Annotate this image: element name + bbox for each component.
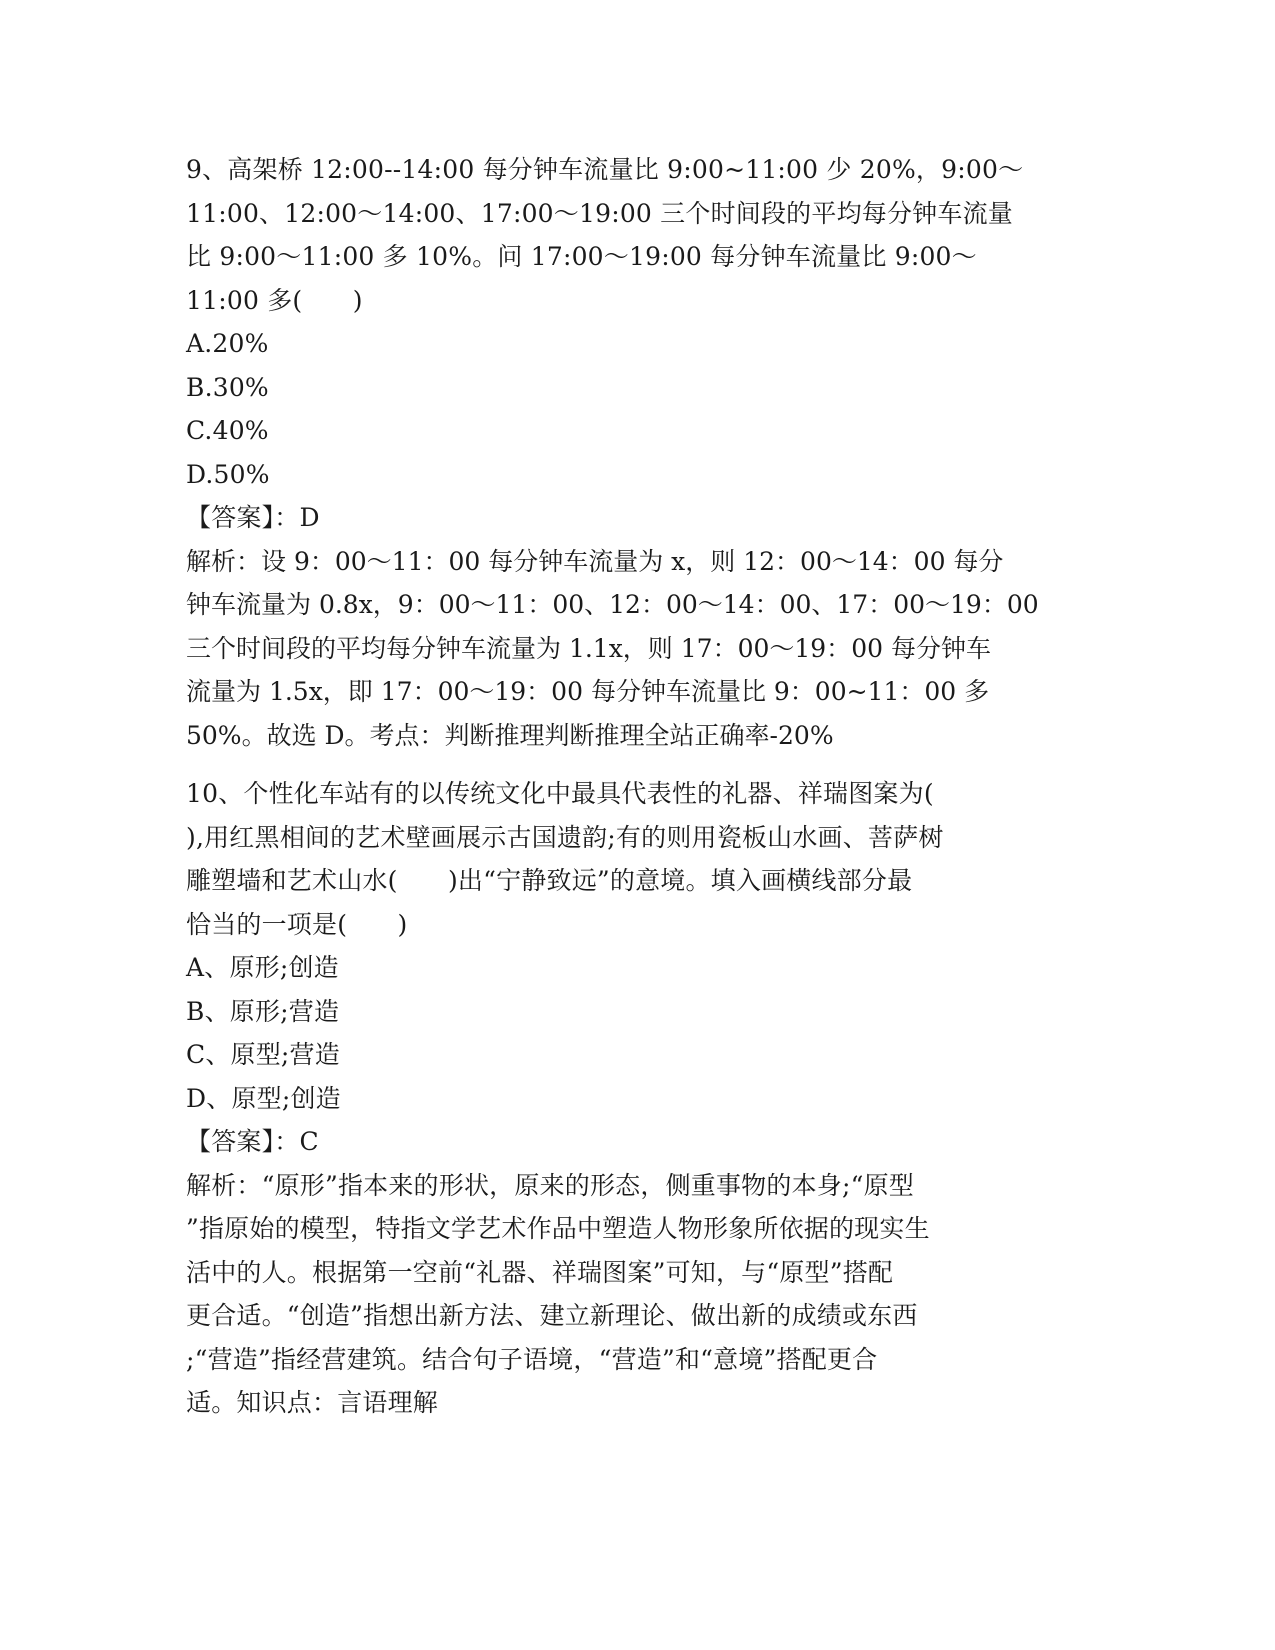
- question-stem-line: 11:00 多( ): [186, 285, 363, 315]
- analysis-line: 三个时间段的平均每分钟车流量为 1.1x，则 17：00～19：00 每分钟车: [186, 633, 991, 663]
- question-stem-line: 比 9:00～11:00 多 10%。问 17:00～19:00 每分钟车流量比 9:00～: [186, 242, 977, 271]
- option-d: D、原型;创造: [186, 1083, 341, 1113]
- analysis-line: 流量为 1.5x，即 17：00～19：00 每分钟车流量比 9：00~11：00 多: [186, 677, 990, 706]
- option-c: C.40%: [186, 416, 269, 445]
- analysis-line: ”指原始的模型，特指文学艺术作品中塑造人物形象所依据的现实生: [186, 1214, 930, 1243]
- analysis-line: 解析：“原形”指本来的形状，原来的形态，侧重事物的本身;“原型: [186, 1170, 914, 1200]
- question-stem-line: ),用红黑相间的艺术壁画展示古国遗韵;有的则用瓷板山水画、菩萨树: [186, 822, 944, 852]
- analysis-line: 钟车流量为 0.8x，9：00～11：00、12：00～14：00、17：00～19：00: [186, 590, 1039, 619]
- answer: 【答案】：D: [186, 503, 320, 532]
- option-b: B、原形;营造: [186, 996, 340, 1026]
- question-9: [186, 148, 1086, 757]
- analysis-line: 活中的人。根据第一空前“礼器、祥瑞图案”可知，与“原型”搭配: [186, 1257, 894, 1287]
- option-d: D.50%: [186, 459, 270, 489]
- option-a: A、原形;创造: [186, 953, 339, 982]
- question-stem-line: 10、个性化车站有的以传统文化中最具代表性的礼器、祥瑞图案为(: [186, 779, 934, 808]
- question-stem-line: 11:00、12:00～14:00、17:00～19:00 三个时间段的平均每分钟车流量: [186, 198, 1013, 228]
- analysis-line: 更合适。“创造”指想出新方法、建立新理论、做出新的成绩或东西: [186, 1301, 918, 1330]
- option-c: C、原型;营造: [186, 1040, 340, 1069]
- analysis-line: 50%。故选 D。考点：判断推理判断推理全站正确率-20%: [186, 720, 834, 750]
- answer: 【答案】：C: [186, 1127, 319, 1156]
- option-b: B.30%: [186, 372, 269, 402]
- analysis-line: 解析：设 9：00～11：00 每分钟车流量为 x，则 12：00～14：00 每分: [186, 546, 1004, 576]
- question-stem-line: 雕塑墙和艺术山水( )出“宁静致远”的意境。填入画横线部分最: [186, 866, 913, 895]
- question-10: [186, 772, 1086, 1425]
- analysis-line: 适。知识点：言语理解: [186, 1388, 439, 1417]
- question-stem-line: 9、高架桥 12:00--14:00 每分钟车流量比 9:00~11:00 少 20%，9:00～: [186, 155, 1024, 184]
- option-a: A.20%: [186, 329, 269, 358]
- question-stem-line: 恰当的一项是( ): [186, 909, 408, 939]
- analysis-line: ;“营造”指经营建筑。结合句子语境，“营造”和“意境”搭配更合: [186, 1344, 878, 1374]
